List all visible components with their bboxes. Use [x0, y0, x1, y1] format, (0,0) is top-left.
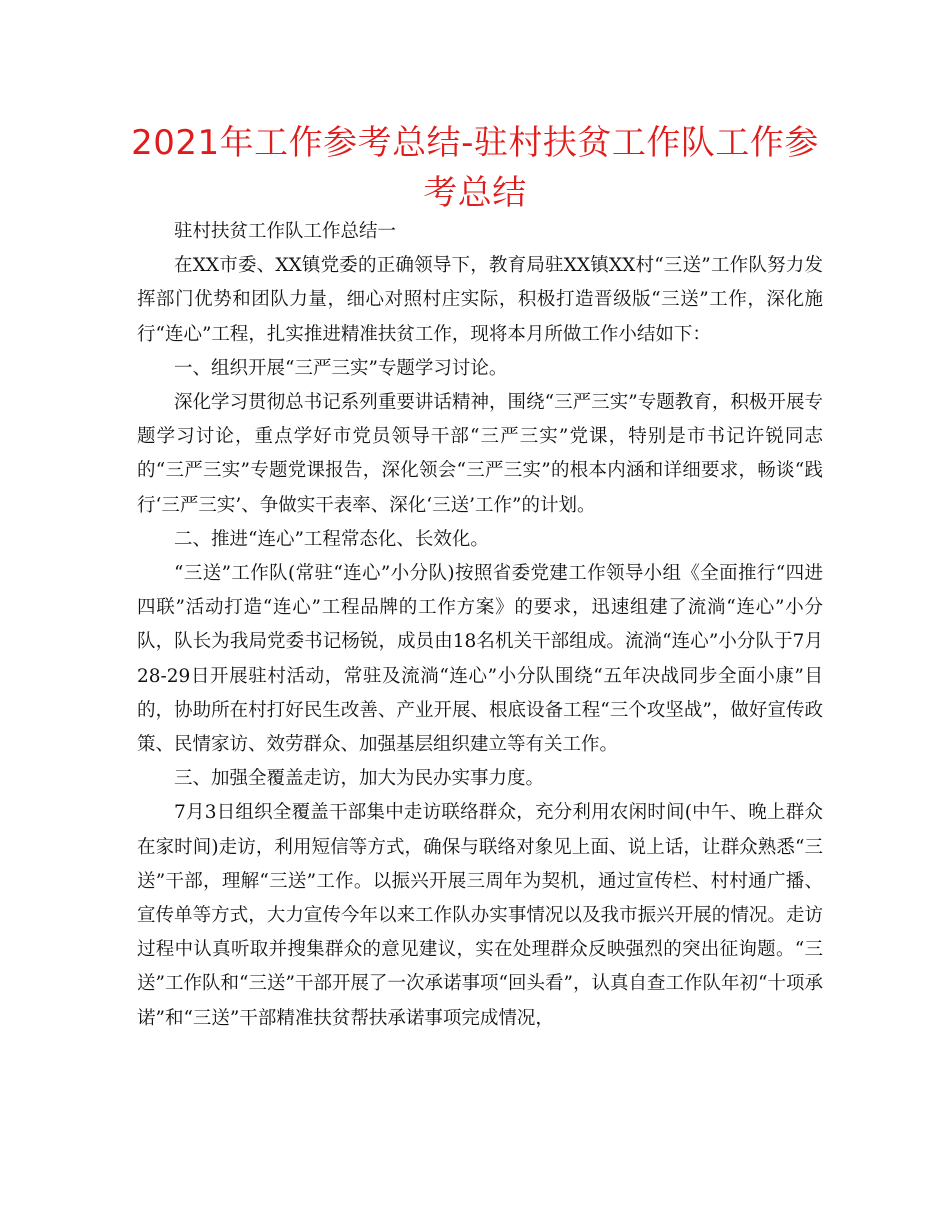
body-paragraph: 深化学习贯彻总书记系列重要讲话精神，围绕“三严三实”专题教育，积极开展专题学习讨论，重点学好市党员领导干部“三严三实”党课，特别是市书记许锐同志的“三严三实”专题党课报告，深化领会“三严三实”的根本内涵和详细要求，畅谈“践行‘三严三实’、争做实干表率、深化‘三送’工作”的计划。: [137, 392, 823, 516]
body-paragraph: “三送”工作队(常驻“连心”小分队)按照省委党建工作领导小组《全面推行“四进四联”活动打造“连心”工程品牌的工作方案》的要求，迅速组建了流淌“连心”小分队，队长为我局党委书记杨锐，成员由18名机关干部组成。流淌“连心”小分队于7月28-29日开展驻村活动，常驻及流淌“连心”小分队围绕“五年决战同步全面小康”目的，协助所在村打好民生改善、产业开展、根底设备工程“三个攻坚战”，做好宣传政策、民情家访、效劳群众、加强基层组织建立等有关工作。: [137, 563, 823, 756]
section-heading: 三、加强全覆盖走访，加大为民办实事力度。: [174, 768, 545, 790]
section-heading: 一、组织开展“三严三实”专题学习讨论。: [174, 357, 508, 379]
section-heading: 驻村扶贫工作队工作总结一: [174, 221, 397, 242]
body-paragraph: 7月3日组织全覆盖干部集中走访联络群众，充分利用农闲时间(中午、晚上群众在家时间)走访，利用短信等方式，确保与联络对象见上面、说上话，让群众熟悉“三送”干部，理解“三送”工作。以振兴开展三周年为契机，通过宣传栏、村村通广播、宣传单等方式，大力宣传今年以来工作队办实事情况以及我市振兴开展的情况。走访过程中认真听取并搜集群众的意见建议，实在处理群众反映强烈的突出征询题。“三送”工作队和“三送”干部开展了一次承诺事项“回头看”，认真自查工作队年初“十项承诺”和“三送”干部精准扶贫帮扶承诺事项完成情况，: [137, 802, 823, 1029]
document-title: 2021年工作参考总结-驻村扶贫工作队工作参考总结: [131, 123, 819, 213]
section-heading: 二、推进“连心”工程常态化、长效化。: [174, 528, 489, 550]
document-body: [137, 215, 823, 1036]
body-paragraph: 在XX市委、XX镇党委的正确领导下，教育局驻XX镇XX村“三送”工作队努力发挥部门优势和团队力量，细心对照村庄实际，积极打造晋级版“三送”工作，深化施行“连心”工程，扎实推进精准扶贫工作，现将本月所做工作小结如下：: [137, 255, 823, 345]
